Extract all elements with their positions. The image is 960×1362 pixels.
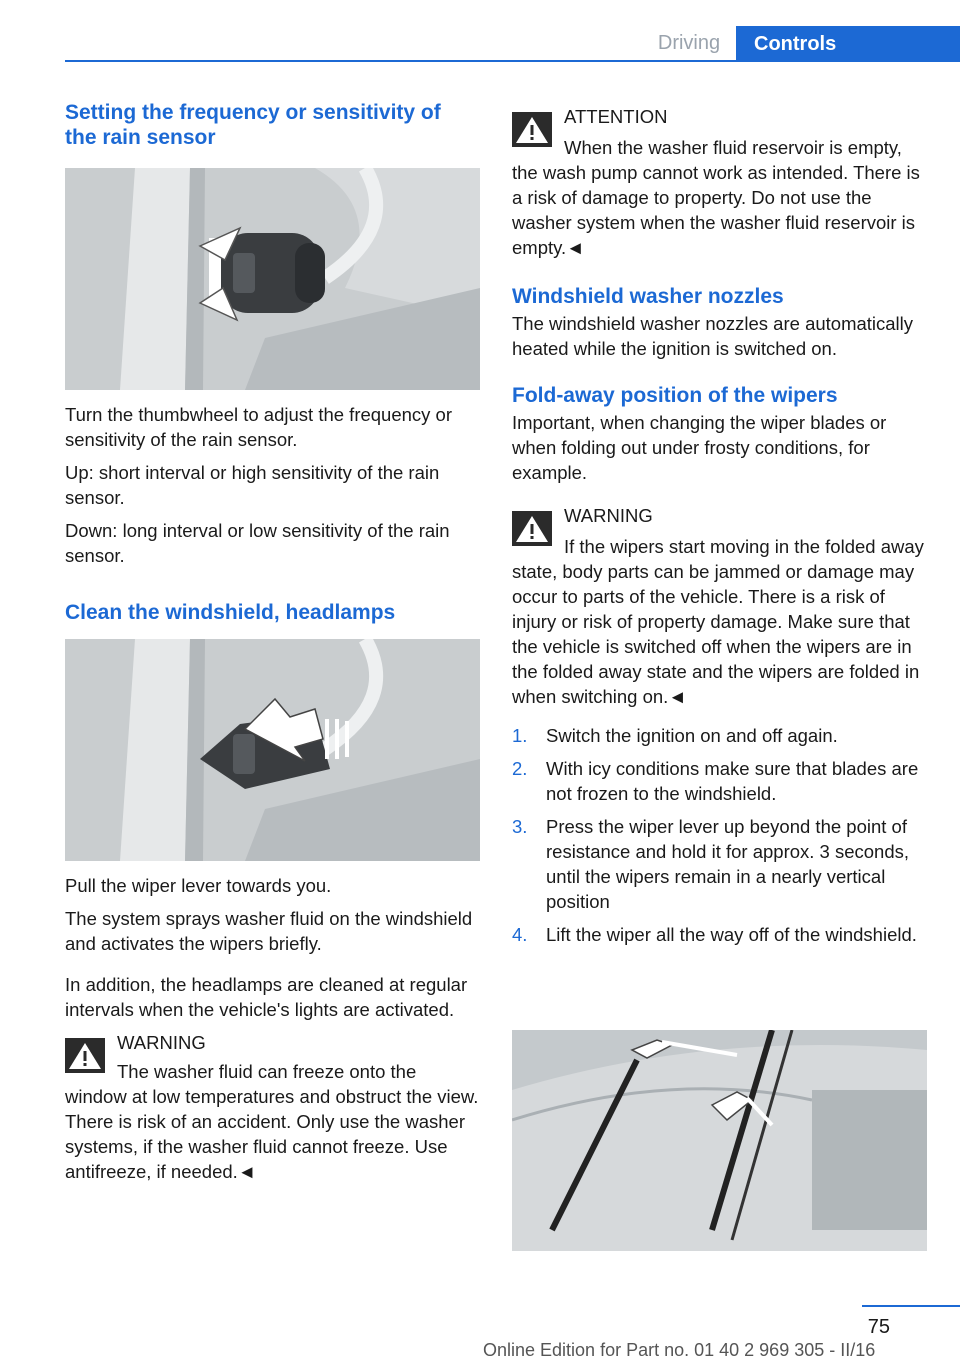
warning-text: If the wipers start moving in the folded away state, body parts can be jammed or damage may occur to parts of the vehicle. There is a risk of injury or risk of property damage. Make sure that the vehicle is switched off when the wipers are in the folded away state and the wipers are folded in when switching on.◄	[512, 536, 924, 707]
footer-rule	[862, 1305, 960, 1307]
step-number: 3.	[512, 816, 528, 837]
figure-wipers-folded	[512, 1030, 927, 1251]
chapter-tab-controls: Controls	[736, 26, 960, 62]
paragraph-turn-thumbwheel: Turn the thumbwheel to adjust the frequency or sensitivity of the rain sensor.	[65, 404, 453, 450]
paragraph-important: Important, when changing the wiper blades or when folding out under frosty conditions, for example.	[512, 412, 887, 483]
page-number: 75	[867, 1316, 890, 1338]
warning-wipers-folded	[512, 503, 930, 709]
wiper-lever-illustration	[65, 639, 480, 861]
list-item	[512, 756, 930, 806]
warning-washer-freeze	[65, 1030, 480, 1184]
list-item	[512, 814, 930, 914]
heading-clean-windshield: Clean the windshield, headlamps	[65, 601, 396, 624]
warning-triangle-icon	[65, 1038, 105, 1073]
paragraph-up: Up: short interval or high sensitivity of the rain sensor.	[65, 462, 440, 508]
step-number: 1.	[512, 725, 528, 746]
step-text: With icy conditions make sure that blades are not frozen to the windshield.	[546, 758, 919, 804]
step-number: 2.	[512, 758, 528, 779]
section-tab-driving: Driving	[657, 32, 721, 54]
figure-wiper-lever	[65, 639, 480, 861]
attention-text: When the washer fluid reservoir is empty, the wash pump cannot work as intended. There is a risk of damage to property. Do not use the washer system when the washer fluid reservoir is empty.◄	[512, 137, 920, 258]
step-number: 4.	[512, 924, 528, 945]
warning-triangle-icon	[512, 112, 552, 147]
warning-text: The washer fluid can freeze onto the window at low temperatures and obstruct the view. There is risk of an accident. Only use the washer systems, if the washer fluid cannot freeze. Use antifreeze, if needed.◄	[65, 1061, 479, 1182]
page-header	[0, 0, 960, 62]
paragraph-down: Down: long interval or low sensitivity of the rain sensor.	[65, 520, 450, 566]
figure-thumbwheel	[65, 168, 480, 390]
right-column	[512, 104, 930, 947]
header-rule	[65, 60, 960, 62]
attention-title: ATTENTION	[564, 106, 668, 127]
paragraph-pull-lever: Pull the wiper lever towards you.	[65, 875, 332, 896]
step-text: Switch the ignition on and off again.	[546, 725, 838, 746]
paragraph-headlamps: In addition, the headlamps are cleaned at regular intervals when the vehicle's lights are activated.	[65, 974, 468, 1020]
step-text: Lift the wiper all the way off of the windshield.	[546, 924, 917, 945]
paragraph-sprays: The system sprays washer fluid on the windshield and activates the wipers briefly.	[65, 908, 473, 954]
paragraph-nozzles: The windshield washer nozzles are automatically heated while the ignition is switched on.	[512, 313, 914, 359]
heading-foldaway: Fold-away position of the wipers	[512, 384, 838, 407]
warning-triangle-icon	[512, 511, 552, 546]
heading-rain-sensor: Setting the frequency or sensitivity of the rain sensor	[65, 101, 441, 149]
thumbwheel-illustration	[65, 168, 480, 390]
warning-title: WARNING	[117, 1032, 206, 1053]
list-item	[512, 723, 930, 748]
step-text: Press the wiper lever up beyond the point of resistance and hold it for approx. 3 seconds, until the wipers remain in a nearly vertical position	[546, 816, 910, 912]
attention-washer-empty	[512, 104, 930, 260]
folded-wipers-illustration	[512, 1030, 927, 1251]
steps-list	[512, 723, 930, 947]
heading-washer-nozzles: Windshield washer nozzles	[512, 285, 784, 308]
list-item	[512, 922, 930, 947]
footer-edition: Online Edition for Part no. 01 40 2 969 305 - II/16	[483, 1340, 876, 1360]
warning-title: WARNING	[564, 505, 653, 526]
left-column	[65, 100, 480, 1184]
